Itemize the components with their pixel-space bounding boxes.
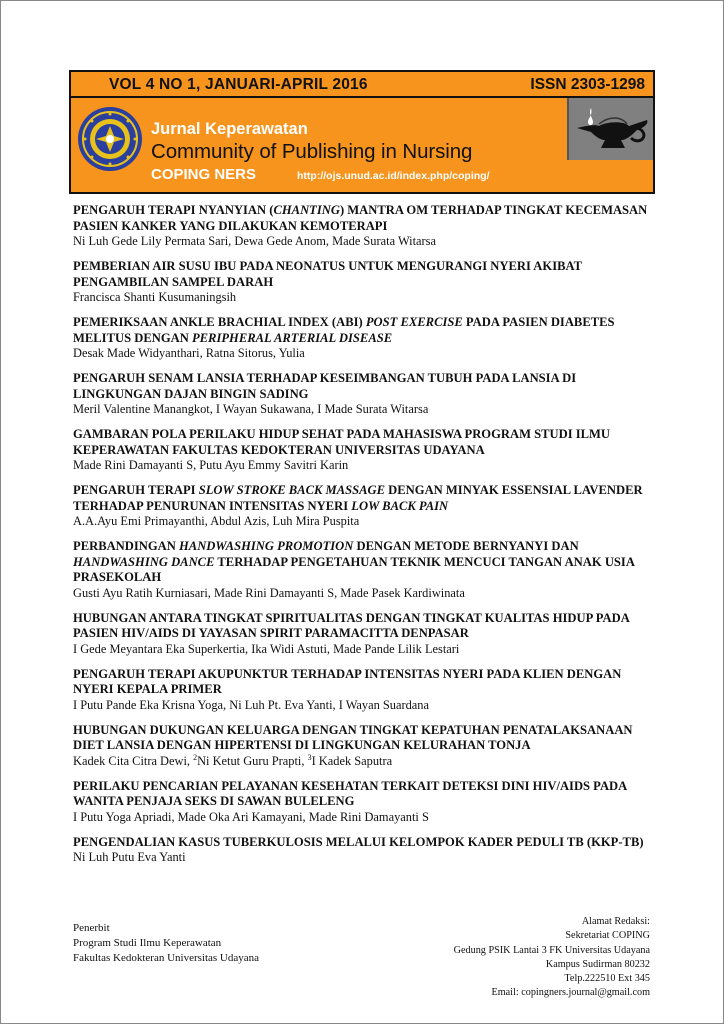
author-name-segment: I Kadek Saputra [311, 753, 393, 768]
article-authors: Ni Luh Putu Eva Yanti [73, 850, 186, 864]
address-email: Email: copingners.journal@gmail.com [491, 987, 650, 999]
article-title-segment: PERIPHERAL ARTERIAL DISEASE [191, 330, 393, 345]
publisher-line1: Program Studi Ilmu Keperawatan [73, 937, 222, 949]
author-affiliation-mark: 3 [307, 752, 312, 762]
article-entry [73, 427, 663, 473]
publisher-line2: Fakultas Kedokteran Universitas Udayana [73, 952, 260, 964]
university-seal-icon [77, 106, 143, 172]
article-authors: A.A.Ayu Emi Primayanthi, Abdul Azis, Luh Mira Puspita [73, 514, 360, 528]
article-authors: I Putu Pande Eka Krisna Yoga, Ni Luh Pt. Eva Yanti, I Wayan Suardana [73, 697, 429, 712]
author-name-segment: Ni Ketut Guru Prapti, [197, 753, 308, 768]
author-affiliation-mark: 2 [193, 752, 198, 762]
article-title-segment: SLOW STROKE BACK MASSAGE [198, 483, 386, 497]
journal-url: http://ojs.unud.ac.id/index.php/coping/ [297, 170, 490, 182]
article-title-segment: PEMBERIAN AIR SUSU IBU PADA NEONATUS UNTUK MENGURANGI NYERI AKIBAT PENGAMBILAN SAMPEL DARAH [73, 259, 582, 289]
article-authors [73, 754, 663, 769]
address-line4: Telp.222510 Ext 345 [564, 973, 650, 985]
article-entry [73, 667, 663, 713]
article-title-segment: POST EXERCISE [365, 315, 463, 329]
article-title [73, 611, 663, 642]
article-title-segment: DENGAN METODE BERNYANYI DAN [353, 539, 579, 553]
article-title [73, 779, 663, 810]
article-title-segment: PEMERIKSAAN ANKLE BRACHIAL INDEX (ABI) [73, 315, 366, 329]
article-entry [73, 371, 663, 417]
article-title [73, 203, 663, 234]
lamp-image-box [567, 98, 653, 160]
article-title-segment: PERILAKU PENCARIAN PELAYANAN KESEHATAN TERKAIT DETEKSI DINI HIV/AIDS PADA WANITA PENJAJA SEKS DI SAWAN BULELENG [73, 778, 627, 808]
article-authors: I Gede Meyantara Eka Superkertia, Ika Widi Astuti, Made Pande Lilik Lestari [73, 641, 460, 656]
article-entry [73, 203, 663, 249]
article-title-segment: HUBUNGAN DUKUNGAN KELUARGA DENGAN TINGKAT KEPATUHAN PENATALAKSANAAN DIET LANSIA DENGAN HIPERTENSI DI LINGKUNGAN KELURAHAN TONJA [73, 722, 633, 752]
article-authors: Francisca Shanti Kusumaningsih [73, 290, 237, 304]
author-name-segment: Kadek Cita Citra Dewi, [73, 753, 194, 768]
article-list [73, 203, 663, 865]
article-title [73, 259, 663, 290]
journal-name-line1: Jurnal Keperawatan [151, 120, 308, 138]
article-title-segment: PENGARUH SENAM LANSIA TERHADAP KESEIMBANGAN TUBUH PADA LANSIA DI LINGKUNGAN DAJAN BINGIN SADING [73, 371, 577, 401]
journal-banner [69, 70, 655, 194]
article-title [73, 315, 663, 346]
article-title [73, 723, 663, 754]
volume-label: VOL 4 NO 1, JANUARI-APRIL 2016 [109, 76, 368, 93]
article-title-segment: PENGARUH TERAPI [73, 483, 199, 497]
editorial-address-block [454, 915, 650, 1001]
article-title-segment: TERHADAP PENGETAHUAN TEKNIK MENCUCI TANGAN ANAK USIA PRASEKOLAH [73, 554, 635, 584]
article-authors: Gusti Ayu Ratih Kurniasari, Made Rini Damayanti S, Made Pasek Kardiwinata [73, 585, 465, 600]
article-title [73, 483, 663, 514]
address-label: Alamat Redaksi: [581, 916, 650, 927]
article-title-segment: PADA PASIEN DIABETES MELITUS DENGAN [73, 315, 615, 345]
article-entry [73, 611, 663, 657]
article-title-segment: CHANTING [273, 203, 340, 217]
article-entry [73, 779, 663, 825]
article-title-segment: ) MANTRA OM TERHADAP TINGKAT KECEMASAN PASIEN KANKER YANG DILAKUKAN KEMOTERAPI [73, 203, 648, 233]
article-authors: Ni Luh Gede Lily Permata Sari, Dewa Gede Anom, Made Surata Witarsa [73, 234, 436, 248]
publisher-block [73, 921, 259, 966]
article-title-segment: HUBUNGAN ANTARA TINGKAT SPIRITUALITAS DENGAN TINGKAT KUALITAS HIDUP PADA PASIEN HIV/AIDS DI YAYASAN SPIRIT PARAMACITTA DENPASAR [73, 610, 630, 640]
publisher-label: Penerbit [73, 922, 110, 934]
banner-top-strip [71, 72, 653, 98]
article-entry [73, 723, 663, 769]
article-title-segment: DENGAN MINYAK ESSENSIAL LAVENDER TERHADAP PENURUNAN INTENSITAS NYERI [73, 483, 643, 513]
article-authors: Made Rini Damayanti S, Putu Ayu Emmy Savitri Karin [73, 458, 349, 472]
article-title-segment: PERBANDINGAN [73, 539, 180, 553]
article-title-segment: HANDWASHING DANCE [73, 554, 215, 569]
address-line3: Kampus Sudirman 80232 [545, 958, 650, 970]
article-title [73, 539, 663, 586]
article-entry [73, 315, 663, 361]
article-title-segment: HANDWASHING PROMOTION [179, 539, 354, 553]
article-entry [73, 539, 663, 601]
issn-label: ISSN 2303-1298 [530, 76, 645, 93]
article-title [73, 835, 663, 851]
address-line1: Sekretariat COPING [565, 930, 650, 942]
journal-short-name: COPING NERS [151, 166, 257, 183]
article-title [73, 667, 663, 698]
journal-name-line2: Community of Publishing in Nursing [151, 140, 473, 163]
article-entry [73, 835, 663, 866]
article-entry [73, 483, 663, 529]
article-title-segment: GAMBARAN POLA PERILAKU HIDUP SEHAT PADA MAHASISWA PROGRAM STUDI ILMU KEPERAWATAN FAKULTAS KEDOKTERAN UNIVERSITAS UDAYANA [73, 427, 611, 457]
article-title-segment: PENGENDALIAN KASUS TUBERKULOSIS MELALUI KELOMPOK KADER PEDULI TB (KKP-TB) [73, 834, 644, 849]
article-title-segment: PENGARUH TERAPI NYANYIAN ( [73, 203, 274, 217]
article-authors: Meril Valentine Manangkot, I Wayan Sukawana, I Made Surata Witarsa [73, 402, 429, 416]
article-title [73, 427, 663, 458]
article-authors: Desak Made Widyanthari, Ratna Sitorus, Yulia [73, 346, 305, 360]
article-title-segment: PENGARUH TERAPI AKUPUNKTUR TERHADAP INTENSITAS NYERI PADA KLIEN DENGAN NYERI KEPALA PRIMER [73, 666, 622, 696]
article-authors: I Putu Yoga Apriadi, Made Oka Ari Kamayani, Made Rini Damayanti S [73, 809, 429, 824]
article-title-segment: LOW BACK PAIN [351, 498, 449, 513]
address-line2: Gedung PSIK Lantai 3 FK Universitas Udayana [453, 944, 650, 956]
article-title [73, 371, 663, 402]
article-entry [73, 259, 663, 305]
nursing-lamp-icon [569, 98, 653, 158]
